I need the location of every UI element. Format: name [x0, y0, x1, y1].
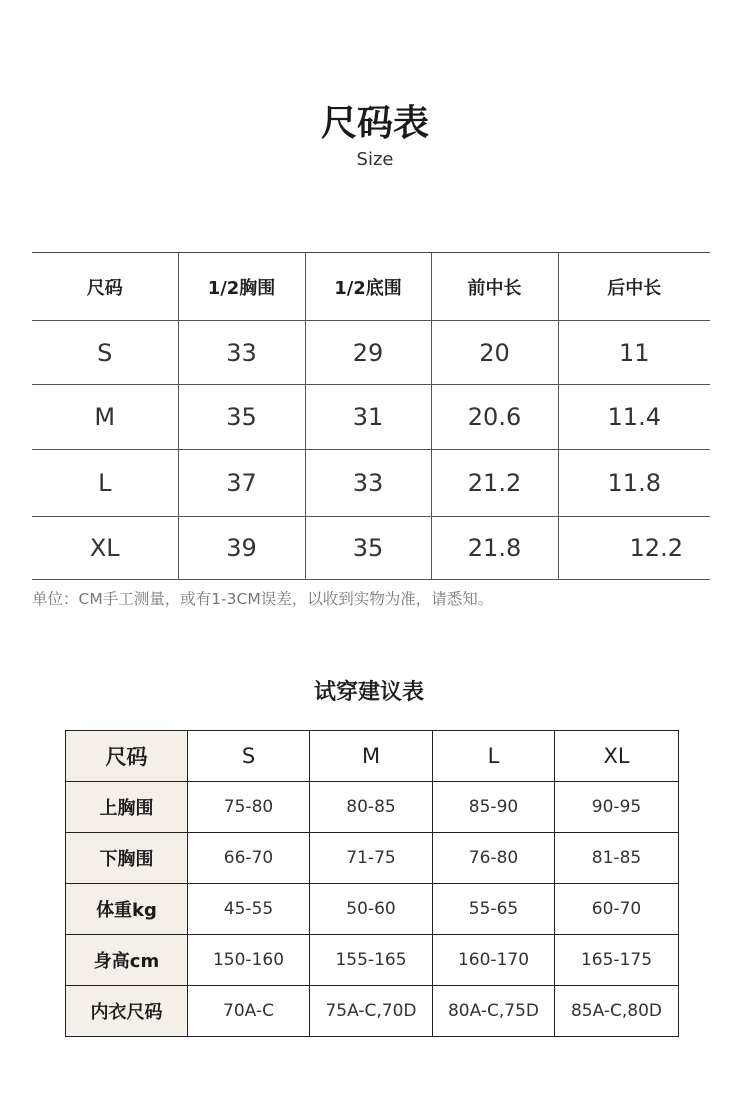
fit-guide-header-row — [66, 731, 679, 782]
fit-guide-header-l: L — [433, 731, 555, 782]
half-bust-cell: 39 — [178, 517, 305, 580]
front-length-cell: 21.8 — [431, 517, 558, 580]
table-row — [66, 782, 679, 833]
value-cell: 165-175 — [555, 935, 679, 986]
table-row — [66, 833, 679, 884]
fit-guide-header-m: M — [310, 731, 433, 782]
table-row — [32, 450, 710, 517]
value-cell: 70A-C — [188, 986, 310, 1037]
size-chart-header-back-length: 后中长 — [558, 253, 710, 321]
front-length-cell: 20 — [431, 321, 558, 385]
table-row — [32, 321, 710, 385]
table-row — [66, 935, 679, 986]
half-bust-cell: 33 — [178, 321, 305, 385]
fit-guide-header-size: 尺码 — [66, 731, 188, 782]
row-label-height: 身高cm — [66, 935, 188, 986]
value-cell: 160-170 — [433, 935, 555, 986]
value-cell: 71-75 — [310, 833, 433, 884]
size-chart-header-row — [32, 253, 710, 321]
value-cell: 60-70 — [555, 884, 679, 935]
value-cell: 80-85 — [310, 782, 433, 833]
value-cell: 80A-C,75D — [433, 986, 555, 1037]
row-label-under-bust: 下胸围 — [66, 833, 188, 884]
value-cell: 75A-C,70D — [310, 986, 433, 1037]
half-underbust-cell: 35 — [305, 517, 431, 580]
measurement-note: 单位：CM手工测量，或有1-3CM误差，以收到实物为准，请悉知。 — [32, 590, 494, 608]
fit-guide-title: 试穿建议表 — [313, 680, 424, 705]
fit-guide-header-s: S — [188, 731, 310, 782]
table-row — [66, 986, 679, 1037]
half-bust-cell: 37 — [178, 450, 305, 517]
fit-guide-table — [65, 730, 679, 1037]
fit-guide-header-xl: XL — [555, 731, 679, 782]
value-cell: 75-80 — [188, 782, 310, 833]
value-cell: 85A-C,80D — [555, 986, 679, 1037]
page-title: 尺码表 — [320, 103, 429, 144]
size-chart-header-size: 尺码 — [32, 253, 178, 321]
back-length-cell: 11.8 — [558, 450, 710, 517]
value-cell: 85-90 — [433, 782, 555, 833]
table-row — [66, 884, 679, 935]
table-row — [32, 385, 710, 450]
value-cell: 76-80 — [433, 833, 555, 884]
front-length-cell: 20.6 — [431, 385, 558, 450]
value-cell: 45-55 — [188, 884, 310, 935]
size-chart-header-front-length: 前中长 — [431, 253, 558, 321]
value-cell: 66-70 — [188, 833, 310, 884]
value-cell: 90-95 — [555, 782, 679, 833]
back-length-cell: 11 — [558, 321, 710, 385]
half-bust-cell: 35 — [178, 385, 305, 450]
size-chart-header-half-underbust: 1/2底围 — [305, 253, 431, 321]
row-label-weight: 体重kg — [66, 884, 188, 935]
size-cell: L — [32, 450, 178, 517]
row-label-bra-size: 内衣尺码 — [66, 986, 188, 1037]
size-cell: M — [32, 385, 178, 450]
value-cell: 50-60 — [310, 884, 433, 935]
half-underbust-cell: 33 — [305, 450, 431, 517]
row-label-upper-bust: 上胸围 — [66, 782, 188, 833]
size-cell: S — [32, 321, 178, 385]
value-cell: 150-160 — [188, 935, 310, 986]
page-subtitle: Size — [356, 149, 394, 170]
size-chart-table — [32, 252, 710, 580]
value-cell: 81-85 — [555, 833, 679, 884]
table-row — [32, 517, 710, 580]
value-cell: 155-165 — [310, 935, 433, 986]
front-length-cell: 21.2 — [431, 450, 558, 517]
back-length-cell: 12.2 — [558, 517, 710, 580]
size-chart-header-half-bust: 1/2胸围 — [178, 253, 305, 321]
half-underbust-cell: 29 — [305, 321, 431, 385]
value-cell: 55-65 — [433, 884, 555, 935]
back-length-cell: 11.4 — [558, 385, 710, 450]
half-underbust-cell: 31 — [305, 385, 431, 450]
size-cell: XL — [32, 517, 178, 580]
